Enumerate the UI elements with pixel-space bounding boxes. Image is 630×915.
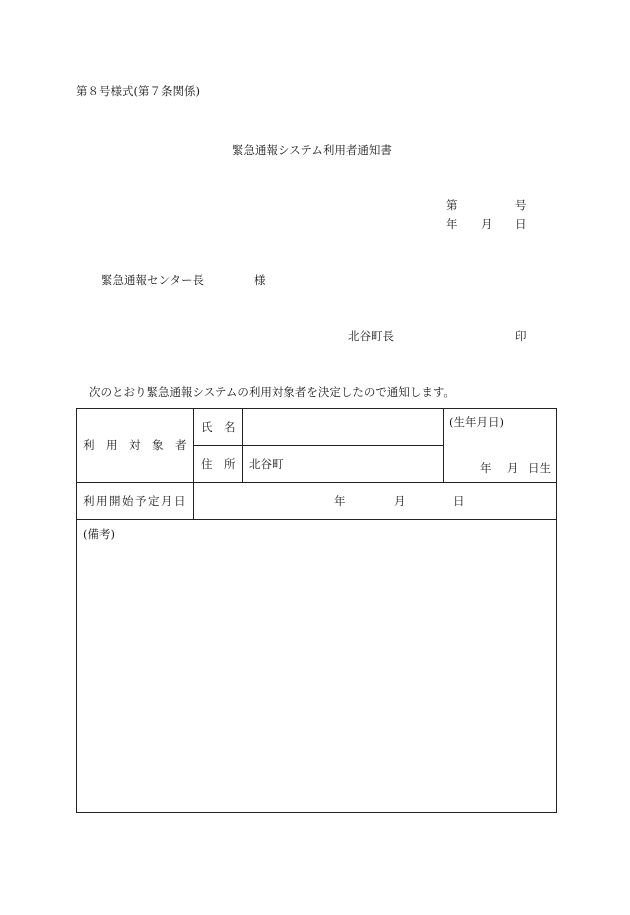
name-field[interactable] (248, 422, 438, 436)
start-date-label: 利用開始予定月日 (83, 494, 187, 508)
rule-label-column (193, 408, 194, 520)
birth-year: 年 (480, 461, 492, 475)
table-border-top (76, 408, 557, 409)
date-year: 年 (446, 217, 458, 231)
date-month: 月 (481, 217, 493, 231)
rule-name-address (193, 445, 443, 446)
applicant-form-table (76, 408, 557, 813)
birth-date-label: (生年月日) (449, 415, 504, 429)
address-field[interactable]: 北谷町 (249, 457, 284, 471)
birth-month: 月 (507, 461, 519, 475)
table-border-bottom (76, 812, 557, 813)
reference-go: 号 (515, 198, 527, 212)
table-border-left (76, 408, 77, 813)
address-label: 住 所 (201, 457, 236, 471)
sender-name: 北谷町長 (348, 329, 394, 343)
document-title: 緊急通報システム利用者通知書 (232, 143, 392, 157)
birth-day-suffix: 日生 (528, 461, 551, 475)
name-label: 氏 名 (201, 420, 236, 434)
remarks-label: (備考) (83, 527, 115, 541)
start-day: 日 (453, 494, 465, 508)
table-border-right (556, 408, 557, 813)
target-person-label: 利 用 対 象 者 (83, 438, 187, 452)
form-number: 第８号様式(第７条関係) (76, 84, 200, 98)
reference-dai: 第 (446, 198, 458, 212)
start-year: 年 (334, 494, 346, 508)
remarks-field[interactable] (83, 548, 548, 803)
rule-target-start (76, 482, 557, 483)
rule-birth-column (443, 408, 444, 483)
notice-body-text: 次のとおり緊急通報システムの利用対象者を決定したので通知します。 (89, 385, 455, 399)
addressee-name: 緊急通報センター長 (101, 273, 205, 287)
seal-mark: 印 (515, 329, 527, 343)
rule-start-remarks (76, 519, 557, 520)
addressee-honorific: 様 (254, 273, 266, 287)
rule-sublabel-column (242, 408, 243, 483)
start-month: 月 (394, 494, 406, 508)
date-day: 日 (515, 217, 527, 231)
